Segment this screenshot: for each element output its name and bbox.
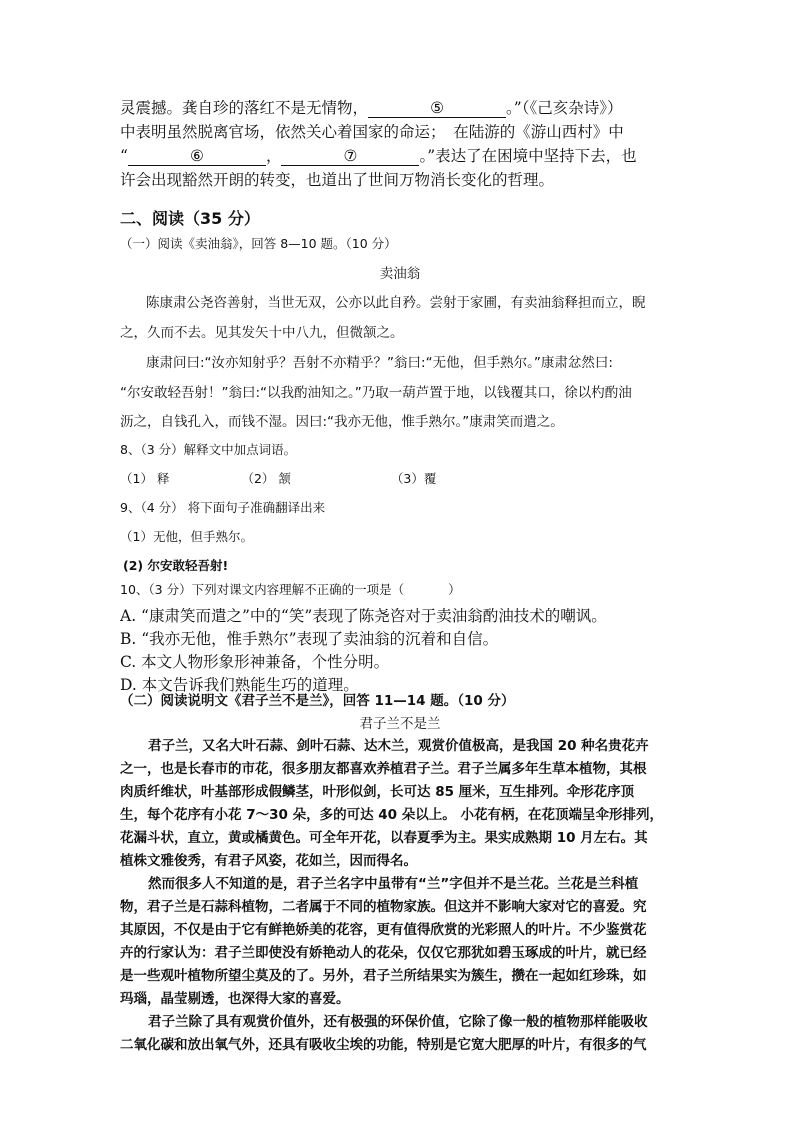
question-9-item-2: (2) 尔安敢轻吾射!	[123, 558, 229, 573]
poem-line-4: 许会出现豁然开朗的转变，也道出了世间万物消长变化的哲理。	[120, 171, 555, 189]
answer-blank-6[interactable]: ⑥	[128, 147, 266, 166]
passage2-line: 卉的行家认为：君子兰即使没有娇艳动人的花朵，仅仅它那犹如碧玉琢成的叶片，就已经	[120, 945, 647, 961]
poem-line-3: “ ⑥ ， ⑦ 。”表达了在困境中坚持下去，也	[120, 147, 637, 165]
question-9-item-1: （1）无他，但手熟尔。	[120, 529, 253, 544]
option-a: A. “康肃笑而遣之”中的“笑”表现了陈尧咨对于卖油翁酌油技术的嘲讽。	[120, 607, 607, 625]
passage1-line: “尔安敢轻吾射！”翁曰:“以我酌油知之。”乃取一葫芦置于地，以钱覆其口，徐以杓酌油	[120, 385, 632, 401]
poem-line-1: 灵震撼。龚自珍的落红不是无情物， ⑤ 。”（《己亥杂诗》）	[120, 99, 623, 117]
passage2-line: 君子兰，又名大叶石蒜、剑叶石蒜、达木兰，观赏价值极高，是我国 20 种名贵花卉	[148, 738, 649, 754]
question-8: 8、（3 分）解释文中加点词语。	[120, 442, 297, 457]
passage1-line: 之，久而不去。见其发矢十中八九，但微颔之。	[120, 325, 404, 341]
passage2-line: 物，君子兰是石蒜科植物，二者属于不同的植物家族。但这并不影响大家对它的喜爱。究	[120, 899, 647, 915]
passage2-line: 肉质纤维状，叶基部形成假鳞茎，叶形似剑，长可达 85 厘米，互生排列。伞形花序顶	[120, 784, 635, 800]
passage1-line: 沥之，自钱孔入，而钱不湿。因曰:“我亦无他，惟手熟尔。”康肃笑而遣之。	[120, 414, 564, 430]
passage2-line: 之一，也是长春市的市花，很多朋友都喜欢养植君子兰。君子兰属多年生草本植物，其根	[120, 761, 647, 777]
passage2-line: 生，每个花序有小花 7～30 朵，多的可达 40 朵以上。 小花有柄，在花顶端呈伞形排列，	[120, 807, 663, 823]
answer-blank-5[interactable]: ⑤	[368, 99, 506, 118]
option-d: D. 本文告诉我们熟能生巧的道理。	[120, 676, 359, 694]
passage2-line: 玛瑙，晶莹剔透，也深得大家的喜爱。	[120, 991, 350, 1007]
part1-intro: （一）阅读《卖油翁》，回答 8—10 题。（10 分）	[120, 236, 397, 251]
section-heading: 二、阅读（35 分）	[120, 209, 260, 228]
question-8-items: （1） 释 （2） 颔 （3）覆	[120, 471, 437, 486]
poem-line-2: 中表明虽然脱离官场，依然关心着国家的命运； 在陆游的《游山西村》中	[120, 123, 624, 141]
option-c: C. 本文人物形象形神兼备，个性分明。	[120, 653, 390, 671]
question-10: 10、（3 分）下列对课文内容理解不正确的一项是（ ）	[120, 582, 461, 597]
part1-title: 卖油翁	[379, 266, 421, 282]
passage2-line: 二氧化碳和放出氧气外，还具有吸收尘埃的功能，特别是它宽大肥厚的叶片，有很多的气	[120, 1037, 647, 1053]
passage1-line: 陈康肃公尧咨善射，当世无双，公亦以此自矜。尝射于家圃，有卖油翁释担而立，睨	[146, 295, 646, 311]
passage2-line: 君子兰除了具有观赏价值外，还有极强的环保价值，它除了像一般的植物那样能吸收	[148, 1014, 648, 1030]
passage2-line: 花漏斗状，直立，黄或橘黄色。可全年开花，以春夏季为主。果实成熟期 10 月左右。其	[120, 830, 648, 846]
answer-blank-7[interactable]: ⑦	[281, 147, 419, 166]
question-9: 9、（4 分） 将下面句子准确翻译出来	[120, 500, 326, 515]
part2-intro: （二）阅读说明文《君子兰不是兰》，回答 11—14 题。（10 分）	[120, 693, 515, 709]
passage2-line: 其原因，不仅是由于它有鲜艳娇美的花容，更有值得欣赏的光彩照人的叶片。不少鉴赏花	[120, 922, 647, 938]
option-b: B. “我亦无他，惟手熟尔”表现了卖油翁的沉着和自信。	[120, 630, 499, 648]
passage1-line: 康肃问曰:“汝亦知射乎？吾射不亦精乎？”翁曰:“无他，但手熟尔。”康肃忿然曰:	[146, 355, 613, 371]
passage2-line: 是一些观叶植物所望尘莫及的了。另外，君子兰所结果实为簇生，攒在一起如红珍珠，如	[120, 968, 647, 984]
passage2-line: 植株文雅俊秀，有君子风姿，花如兰，因而得名。	[120, 853, 417, 869]
passage2-line: 然而很多人不知道的是，君子兰名字中虽带有“兰”字但并不是兰花。兰花是兰科植	[148, 876, 639, 892]
part2-title: 君子兰不是兰	[359, 716, 441, 732]
